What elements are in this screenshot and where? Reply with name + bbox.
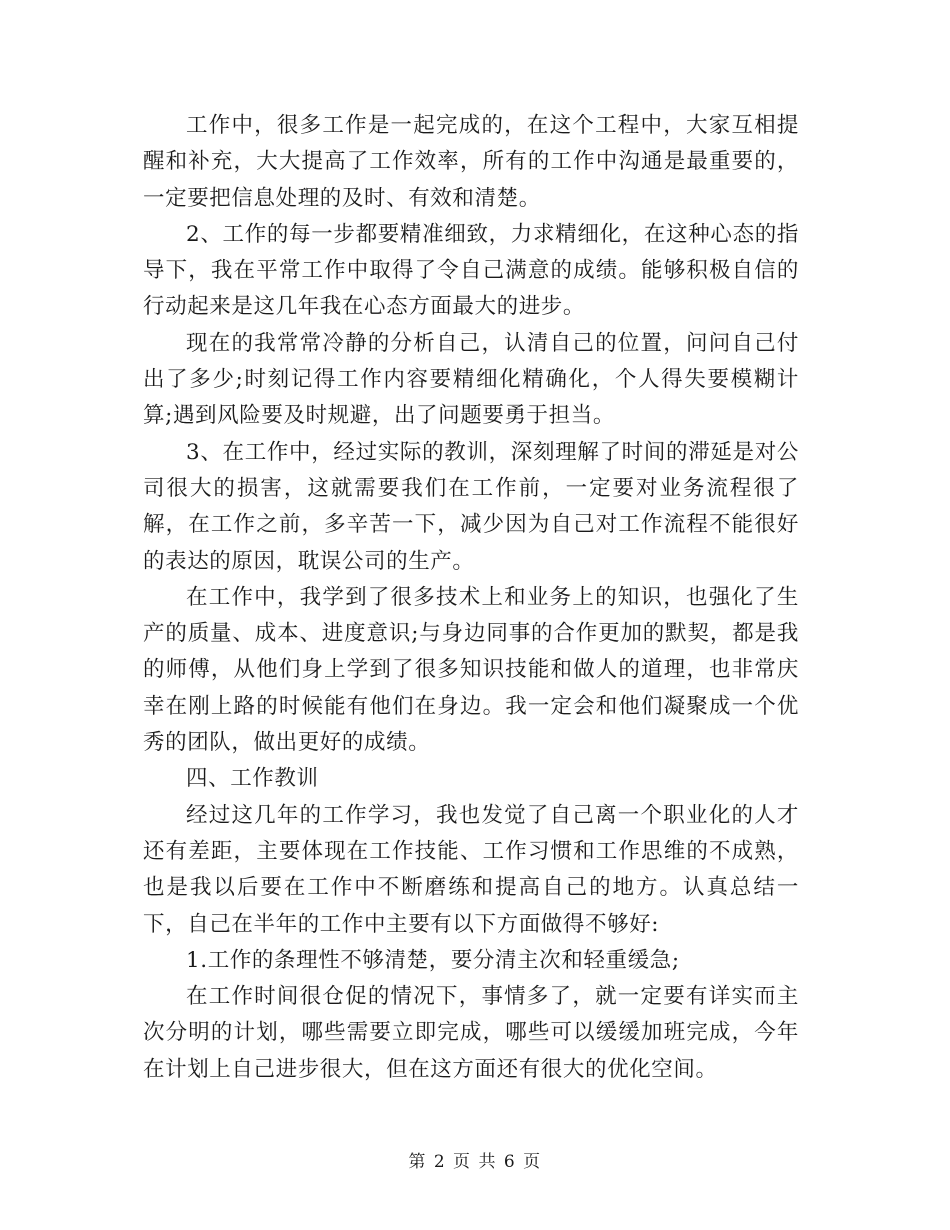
paragraph-point-3: 3、在工作中，经过实际的教训，深刻理解了时间的滞延是对公司很大的损害，这就需要我们在工作前，一定要对业务流程很了解，在工作之前，多辛苦一下，减少因为自己对工作流程不能很好的表达的原因，耽误公司的生产。 [143, 439, 799, 574]
paragraph-learning: 在工作中，我学到了很多技术上和业务上的知识，也强化了生产的质量、成本、进度意识;与身边同事的合作更加的默契，都是我的师傅，从他们身上学到了很多知识技能和做人的道理，也非常庆幸在刚上路的时候能有他们在身边。我一定会和他们凝聚成一个优秀的团队，做出更好的成绩。 [143, 584, 799, 756]
section-heading-lessons: 四、工作教训 [186, 766, 319, 792]
list-item-1: 1.工作的条理性不够清楚，要分清主次和轻重缓急; [186, 947, 680, 973]
paragraph-self-analysis: 现在的我常常冷静的分析自己，认清自己的位置，问问自己付出了多少;时刻记得工作内容要精细化精确化，个人得失要模糊计算;遇到风险要及时规避，出了问题要勇于担当。 [143, 330, 799, 429]
paragraph-shortcomings: 经过这几年的工作学习，我也发觉了自己离一个职业化的人才还有差距，主要体现在工作技能、工作习惯和工作思维的不成熟，也是我以后要在工作中不断磨练和提高自己的地方。认真总结一下，自己在半年的工作中主要有以下方面做得不够好: [143, 802, 799, 937]
page-number-footer: 第 2 页 共 6 页 [408, 1152, 542, 1172]
paragraph-planning: 在工作时间很仓促的情况下，事情多了，就一定要有详实而主次分明的计划，哪些需要立即完成，哪些可以缓缓加班完成，今年在计划上自己进步很大，但在这方面还有很大的优化空间。 [143, 984, 799, 1082]
paragraph-point-2: 2、工作的每一步都要精准细致，力求精细化，在这种心态的指导下，我在平常工作中取得了令自己满意的成绩。能够积极自信的行动起来是这几年我在心态方面最大的进步。 [143, 221, 799, 320]
document-body [143, 108, 799, 1088]
paragraph-teamwork: 工作中，很多工作是一起完成的，在这个工程中，大家互相提醒和补充，大大提高了工作效率，所有的工作中沟通是最重要的，一定要把信息处理的及时、有效和清楚。 [143, 113, 799, 211]
